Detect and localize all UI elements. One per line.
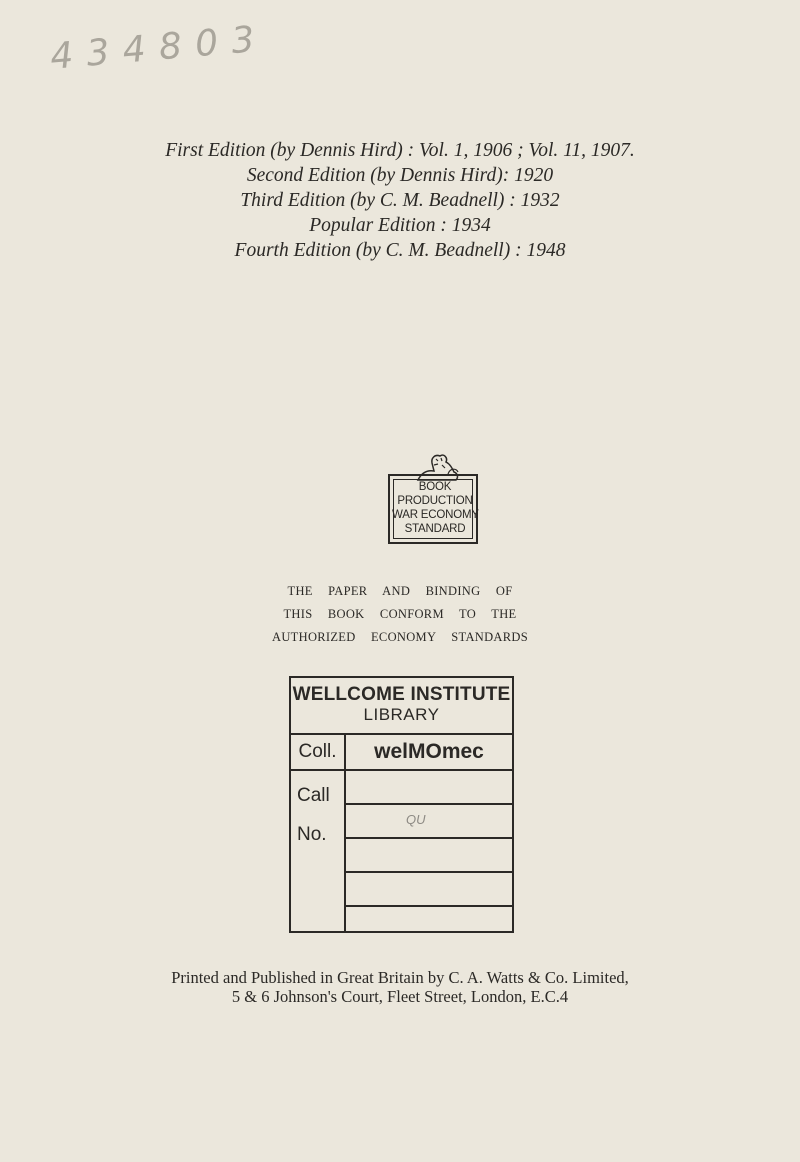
imprint-line-2: 5 & 6 Johnson's Court, Fleet Street, London, E.C.4	[231, 987, 569, 1006]
editions-list	[0, 138, 800, 263]
notice-line-3: AUTHORIZED ECONOMY STANDARDS	[272, 630, 528, 644]
library-title: WELLCOME INSTITUTE	[292, 684, 511, 705]
call-slot-mark: QU	[406, 812, 426, 827]
edition-line-4: Popular Edition : 1934	[309, 215, 491, 236]
call-slot-5	[346, 907, 512, 941]
library-label-header	[291, 678, 512, 735]
imprint	[0, 968, 800, 1006]
coll-value: welMOmec	[374, 740, 484, 763]
edition-line-2: Second Edition (by Dennis Hird): 1920	[246, 165, 554, 186]
emblem-line-3: WAR ECONOMY	[392, 509, 479, 521]
call-label: Call	[297, 785, 330, 806]
emblem-line-4: STANDARD	[404, 523, 466, 535]
coll-label: Coll.	[291, 735, 346, 769]
emblem-line-1: BOOK	[418, 481, 452, 493]
edition-line-1: First Edition (by Dennis Hird) : Vol. 1, 1906 ; Vol. 11, 1907.	[165, 140, 635, 161]
notice-line-1: THE PAPER AND BINDING OF	[287, 584, 513, 598]
library-label	[289, 676, 514, 933]
library-subtitle: LIBRARY	[363, 705, 440, 724]
call-slot-1	[346, 771, 512, 805]
call-slot-3	[346, 839, 512, 873]
economy-notice	[0, 580, 800, 649]
emblem-text	[392, 480, 478, 536]
pencil-shelf-mark: 4 3 4 8 0 3	[48, 19, 258, 78]
imprint-line-1: Printed and Published in Great Britain by C. A. Watts & Co. Limited,	[171, 968, 629, 987]
call-no-label	[297, 782, 330, 848]
edition-line-5: Fourth Edition (by C. M. Beadnell) : 1948	[234, 240, 566, 261]
emblem-line-2: PRODUCTION	[397, 495, 473, 507]
no-label: No.	[297, 824, 327, 845]
war-economy-emblem	[384, 448, 484, 548]
call-slot-4	[346, 873, 512, 907]
notice-line-2: THIS BOOK CONFORM TO THE	[283, 607, 517, 621]
call-slot-2	[346, 805, 512, 839]
edition-line-3: Third Edition (by C. M. Beadnell) : 1932	[240, 190, 560, 211]
coll-row	[291, 735, 512, 771]
